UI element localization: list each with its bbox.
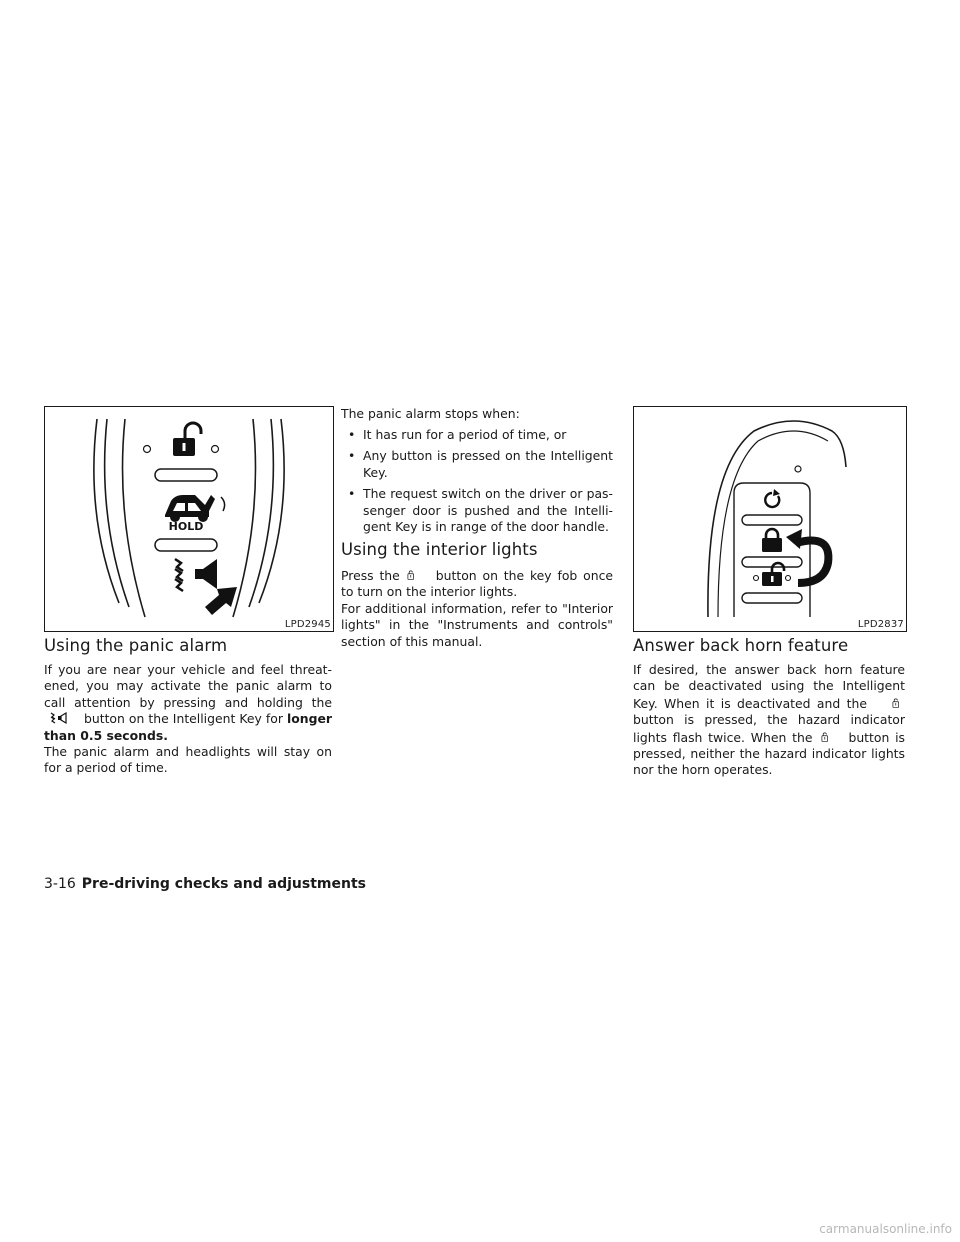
section-title: Pre-driving checks and adjustments [81, 876, 366, 892]
interior-text-a: Press the [341, 568, 400, 583]
press-arrow-icon [205, 587, 237, 615]
panic-text-b: button on the Intelligent Key for [84, 711, 283, 727]
liftgate-icon [165, 495, 225, 522]
page-number: 3-16 [44, 876, 76, 892]
answer-back-paragraph [633, 662, 905, 779]
answer-text-b: button is pressed, the hazard indicator lights flash twice. When the [633, 712, 905, 745]
interior-light-key-icon [820, 729, 834, 745]
interior-text-b: button on the key fob once to turn on the interior lights. [341, 568, 613, 600]
hold-label: HOLD [168, 520, 204, 533]
panic-duration: longer than 0.5 seconds. [44, 711, 332, 743]
answer-back-heading: Answer back horn feature [633, 636, 849, 655]
list-item: • The request switch on the driver or pas-senger door is pushed and the Intelli-gent Key is in range of the door handle. [341, 486, 613, 535]
panic-alarm-paragraph-2: The panic alarm and headlights will stay on for a period of time. [44, 744, 332, 776]
alarm-stops-text: The panic alarm stops when: [341, 406, 520, 421]
interior-light-key-icon [891, 695, 905, 711]
interior-lights-paragraph-2: For additional information, refer to "Interior lights" in the "Instruments and controls" section of this manual. [341, 600, 613, 649]
panic-alarm-paragraph [44, 662, 332, 777]
key-fob-illustration [634, 407, 906, 631]
remote-start-icon [765, 493, 779, 507]
figure-code: LPD2837 [857, 619, 904, 630]
figure-code: LPD2945 [284, 619, 331, 630]
panic-horn-icon [175, 559, 217, 591]
panic-horn-inline-icon [48, 711, 70, 725]
lock-icon [762, 529, 782, 552]
page-footer [44, 876, 366, 892]
panic-alarm-figure [44, 406, 334, 632]
list-item: • It has run for a period of time, or [341, 427, 613, 443]
panic-alarm-heading: Using the panic alarm [44, 636, 228, 655]
alarm-stop-conditions [341, 427, 613, 540]
alarm-stops-intro [341, 406, 613, 422]
key-fob-panic-illustration [45, 407, 333, 631]
interior-lights-heading: Using the interior lights [341, 540, 538, 559]
answer-text-c: button is pressed, neither the hazard indicator lights nor the horn operates. [633, 729, 905, 778]
list-item: • Any button is pressed on the Intelligent Key. [341, 448, 613, 481]
answer-text-a: If desired, the answer back horn feature can be deactivated using the Intelligent Key. When it is deactivated and the [633, 662, 905, 711]
interior-lights-paragraph [341, 567, 613, 650]
interior-light-key-icon [406, 567, 420, 583]
panic-text-a: If you are near your vehicle and feel threat-ened, you may activate the panic alarm to call attention by pressing and holding the [44, 662, 332, 710]
press-arrow-icon [796, 541, 828, 584]
watermark: carmanualsonline.info [819, 1222, 952, 1236]
unlock-icon [173, 423, 201, 456]
answer-back-figure [633, 406, 907, 632]
